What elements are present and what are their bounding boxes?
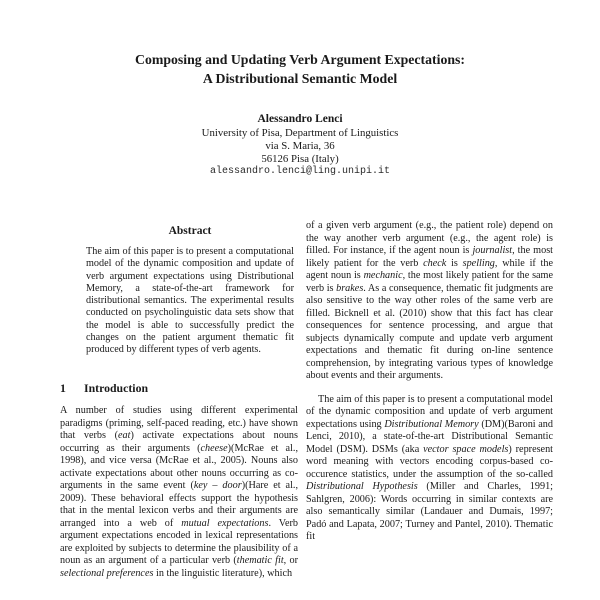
section-number: 1 bbox=[60, 381, 66, 395]
affiliation-line-institution: University of Pisa, Department of Linguistics bbox=[201, 127, 399, 139]
author-name: Alessandro Lenci bbox=[257, 113, 343, 125]
paper-title-line1: Composing and Updating Verb Argument Expectations: bbox=[134, 52, 466, 67]
paper-title-line2: A Distributional Semantic Model bbox=[202, 71, 398, 86]
body-paragraph-aim: The aim of this paper is to present a computational model of the dynamic composition and update of verb argument expectations using Distributional Memory (DM)(Baroni and Lenci, 2010), a state-of-the-art Distributional Semantic Model (DSM). DSMs (aka vector space models) represent word meaning with vectors encoding corpus-based co-occurence statistics, under the assumption of the so-called Distributional Hypothesis (Miller and Charles, 1991; Sahlgren, 2006): Words occurring in similar contexts are also semantically similar (Landauer and Dumais, 1997; Padó and Lapata, 2007; Turney and Pantel, 2010). Thematic fit bbox=[306, 393, 553, 542]
author-email: alessandro.lenci@ling.unipi.it bbox=[209, 166, 391, 177]
paper-title bbox=[0, 50, 600, 88]
body-paragraph-continuation: of a given verb argument (e.g., the patient role) depend on the way another verb argument (e.g., the agent role) is filled. For instance, if the agent noun is journalist, the most likely patient for the verb check is spelling, while if the agent noun is mechanic, the most likely patient for the same verb is brakes. As a consequence, thematic fit judgments are also sensitive to the way other roles of the same verb are filled. Bicknell et al. (2010) show that this fact has clear consequences for sentence processing, and argue that subjects dynamically compute and update verb argument expectations and thematic fit during on-line sentence comprehension, by integrating various types of knowledge about events and their arguments. bbox=[306, 220, 553, 381]
abstract-text: The aim of this paper is to present a computational model of the dynamic composition and update of verb argument expectations using Distributional Memory, a state-of-the-art framework for distributional semantics. The experimental results conducted on psycholinguistic data sets show that the model is able to successfully predict the changes on the patient argument thematic fit produced by different types of verb agents. bbox=[86, 246, 294, 356]
abstract-heading: Abstract bbox=[168, 225, 212, 237]
column-right bbox=[306, 220, 553, 600]
section-title: Introduction bbox=[84, 381, 149, 395]
section-heading-introduction bbox=[60, 381, 298, 396]
affiliation-line-street: via S. Maria, 36 bbox=[265, 139, 335, 152]
intro-paragraph: A number of studies using different experimental paradigms (priming, self-paced reading, etc.) have shown that verbs (eat) activate expectations about nouns occurring as their arguments (cheese)(McRae et al., 1998), and vice versa (McRae et al., 2005). Nouns also activate expectations about other nouns occurring as co-arguments in the same event (key – door)(Hare et al., 2009). These behavioral effects support the hypothesis that in the mental lexicon verbs and their arguments are arranged into a web of mutual expectations. Verb argument expectations encoded in lexical representations are exploited by subjects to determine the plausibility of a noun as an argument of a particular verb (thematic fit, or selectional preferences in the linguistic literature), which bbox=[60, 405, 298, 579]
affiliation-block bbox=[0, 127, 600, 165]
affiliation-line-city: 56126 Pisa (Italy) bbox=[261, 152, 339, 165]
